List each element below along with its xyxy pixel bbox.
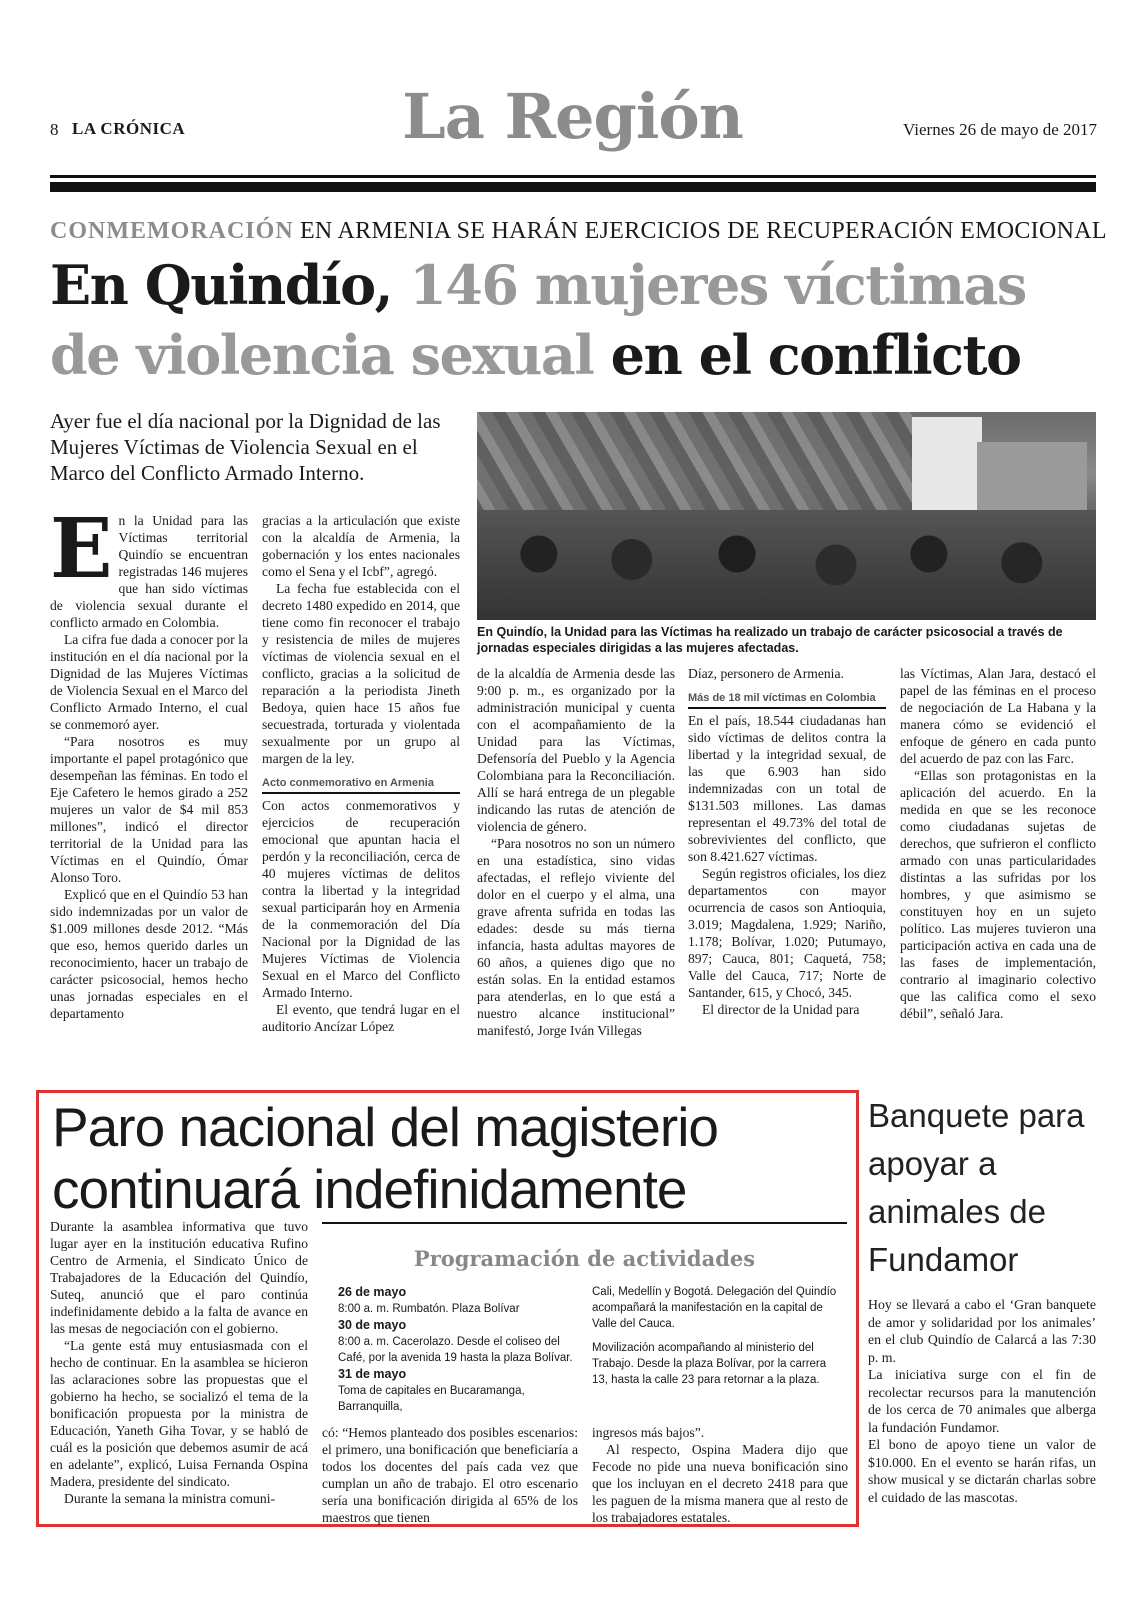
story-kicker: CONMEMORACIÓN EN ARMENIA SE HARÁN EJERCICIOS DE RECUPERACIÓN EMOCIONAL	[50, 218, 1107, 244]
story-deck: Ayer fue el día nacional por la Dignidad de las Mujeres Víctimas de Violencia Sexual en el Marco del Conflicto Armado Interno.	[50, 409, 441, 485]
story3-body: Hoy se llevará a cabo el ‘Gran banquete de amor y solidaridad por los animales’ en el club Quindío de Calarcá a las 7:30 p. m. La iniciativa surge con el fin de recolectar recursos para la manutención de los cerca de 70 animales que alberga la fundación Fundamor. El bono de apoyo tiene un valor de $10.000. En el evento se harán rifas, un show musical y se dictarán charlas sobre el cuidado de las mascotas.	[868, 1297, 1096, 1505]
article-column-3: de la alcaldía de Armenia desde las 9:00 p. m., es organizado por la administración municipal y cuenta con el acompañamiento de la Unidad para las Víctimas, Defensoría del Pueblo y la Agencia Colombiana para la Reconciliación. Allí se hará entrega de un plegable indicando las rutas de atención de violencia de género. “Para nosotros no son un número en una estadística, sino vidas afectadas, el reflejo viviente del dolor en el cuerpo y el alma, una grave afrenta sufrida en todas las edades: desde su más tierna infancia, hasta adultas mayores de 60 años, a quienes digo que no están solas. En la entidad estamos para atenderlas, en lo que está a nuestro alcance institucional” manifestó, Jorge Iván Villegas	[477, 666, 675, 1038]
program-rule	[322, 1222, 847, 1224]
program-entry: 31 de mayo Toma de capitales en Bucaramanga, Barranquilla,	[338, 1367, 525, 1413]
article-column-2: gracias a la articulación que existe con la alcaldía de Armenia, la gobernación y los entes nacionales como el Sena y el Icbf”, agregó. La fecha fue establecida con el decreto 1480 expedido en 2014, que tiene como fin reconocer el trabajo y resistencia de miles de mujeres víctimas de violencia sexual en el conflicto, gracias a la solicitud de reparación a la periodista Jineth Bedoya, quien hace 15 años fue secuestrada, torturada y violentada sexualmente por un grupo al margen de la ley. Acto conmemorativo en Armenia Con actos conmemorativos y ejercicios de recuperación emocional que apuntan hacia el perdón y la reconciliación, cerca de 40 mujeres víctimas de delitos contra la libertad y la integridad sexual participarán hoy en Armenia de la conmemoración del Día Nacional por la Dignidad de las Mujeres Víctimas de Violencia Sexual en el Marco del Conflicto Armado Interno. El evento, que tendrá lugar en el auditorio Ancízar López	[262, 513, 460, 1034]
story3-headline: Banquete para apoyar a animales de Fundamor	[868, 1097, 1085, 1278]
article-column-5: las Víctimas, Alan Jara, destacó el papel de las féminas en el proceso de negociación de La Habana y la manera cómo se evidenció el enfoque de género en cada punto del acuerdo de paz con las Farc. “Ellas son protagonistas en la aplicación del acuerdo. En la medida en que se les reconoce como ciudadanas sujetas de derechos, que sufrieron el conflicto armado con unas particularidades distintas a las sufridas por los hombres, y que asimismo se constituyen hoy en un sujeto político. Las mujeres tuvieron una participación activa en cada una de las fases de implementación, contrario al imaginario colectivo que las califica como el sexo débil”, señaló Jara.	[900, 666, 1096, 1021]
program-right-column: Cali, Medellín y Bogotá. Delegación del Quindío acompañará la manifestación en la capital de Valle del Cauca. Movilización acompañando al ministerio del Trabajo. Desde la plaza Bolívar, por la carrera 13, hasta la calle 23 para retornar a la plaza.	[592, 1286, 837, 1386]
story2-column-3: ingresos más bajos”. Al respecto, Ospina Madera dijo que Fecode no pide una nueva bonificación sino que los incluyan en el decreto 2418 para que les paguen de la misma manera que al resto de los trabajadores estatales.	[592, 1425, 848, 1525]
story2-column-2: có: “Hemos planteado dos posibles escenarios: el primero, una bonificación que beneficiaría a todos los docentes del país cada vez que cumplan un año de trabajo. El otro escenario sería una bonificación dirigida al 65% de los maestros que tienen	[322, 1425, 578, 1525]
publication-name: LA CRÓNICA	[72, 119, 186, 138]
header-rule-thin	[50, 175, 1096, 178]
program-title: Programación de actividades	[413, 1246, 756, 1271]
story-headline: En Quindío, 146 mujeres víctimas de violencia sexual en el conflicto	[50, 253, 1026, 387]
program-entry: 26 de mayo 8:00 a. m. Rumbatón. Plaza Bolívar	[338, 1285, 520, 1315]
photo-caption: En Quindío, la Unidad para las Víctimas ha realizado un trabajo de carácter psicosocial a través de jornadas especiales dirigidas a las mujeres afectadas.	[477, 625, 1063, 655]
story2-headline: Paro nacional del magisterio continuará indefinidamente	[52, 1096, 718, 1220]
page-number: 8	[50, 120, 59, 139]
subheading: Más de 18 mil víctimas en Colombia	[688, 690, 886, 709]
story2-column-1: Durante la asamblea informativa que tuvo lugar ayer en la institución educativa Rufino Centro de Armenia, el Sindicato Único de Trabajadores de la Educación del Quindío, Suteq, anunció que el paro continúa indefinidamente debido a la falta de avance en las mesas de negociación con el gobierno. “La gente está muy entusiasmada con el hecho de continuar. En la asamblea se hicieron las aclaraciones sobre las propuestas que el gobierno ha hecho, se socializó el tema de la bonificación propuesta por la ministra de Educación, Yaneth Giha Tovar, y se habló de cuál es la posición que debemos asumir de acá en adelante”, explicó, Luisa Fernanda Ospina Madera, presidente del sindicato. Durante la semana la ministra comuni-	[50, 1219, 308, 1506]
article-column-1: E n la Unidad para las Víctimas territorial Quindío se encuentran registradas 146 mujeres que han sido víctimas de violencia sexual durante el conflicto armado en Colombia. La cifra fue dada a conocer por la institución en el día nacional por la Dignidad de las Mujeres Víctimas de Violencia Sexual en el Marco del Conflicto Armado Interno, el cual se conmemoró ayer. “Para nosotros es muy importante el papel protagónico que desempeñan las féminas. En todo el Eje Cafetero le hemos girado a 252 mujeres un valor de $4 mil 853 millones”, indicó el director territorial de la Unidad para las Víctimas en el Quindío, Ómar Alonso Toro. Explicó que en el Quindío 53 han sido indemnizadas por un valor de $1.009 millones desde 2012. “Más que eso, hemos querido darles un reconocimiento, hacer un trabajo de carácter psicosocial, hemos hecho unas jornadas especiales en el departamento	[50, 501, 248, 1021]
program-entry: 30 de mayo 8:00 a. m. Cacerolazo. Desde el coliseo del Café, por la avenida 19 hasta la plaza Bolívar.	[338, 1318, 573, 1364]
header-rule-thick	[50, 182, 1096, 192]
subheading: Acto conmemorativo en Armenia	[262, 775, 460, 794]
program-left-column	[338, 1284, 582, 1415]
issue-date: Viernes 26 de mayo de 2017	[903, 120, 1097, 139]
drop-cap: E	[50, 501, 113, 597]
article-column-4: Díaz, personero de Armenia. Más de 18 mil víctimas en Colombia En el país, 18.544 ciudadanas han sido víctimas de delitos contra la libertad y la integridad sexual, de las que 6.903 han sido indemnizadas con un total de $131.503 millones. Las damas representan el 49.73% del total de sobrevivientes del conflicto, que son 8.421.627 víctimas. Según registros oficiales, los diez departamentos con mayor ocurrencia de casos son Antioquia, 3.019; Magdalena, 1.929; Nariño, 1.178; Bolívar, 1.020; Putumayo, 897; Cauca, 801; Caquetá, 758; Valle del Cauca, 717; Norte de Santander, 615, y Chocó, 345. El director de la Unidad para	[688, 666, 886, 1017]
section-title: La Región	[402, 80, 743, 153]
story-photo	[477, 412, 1096, 620]
